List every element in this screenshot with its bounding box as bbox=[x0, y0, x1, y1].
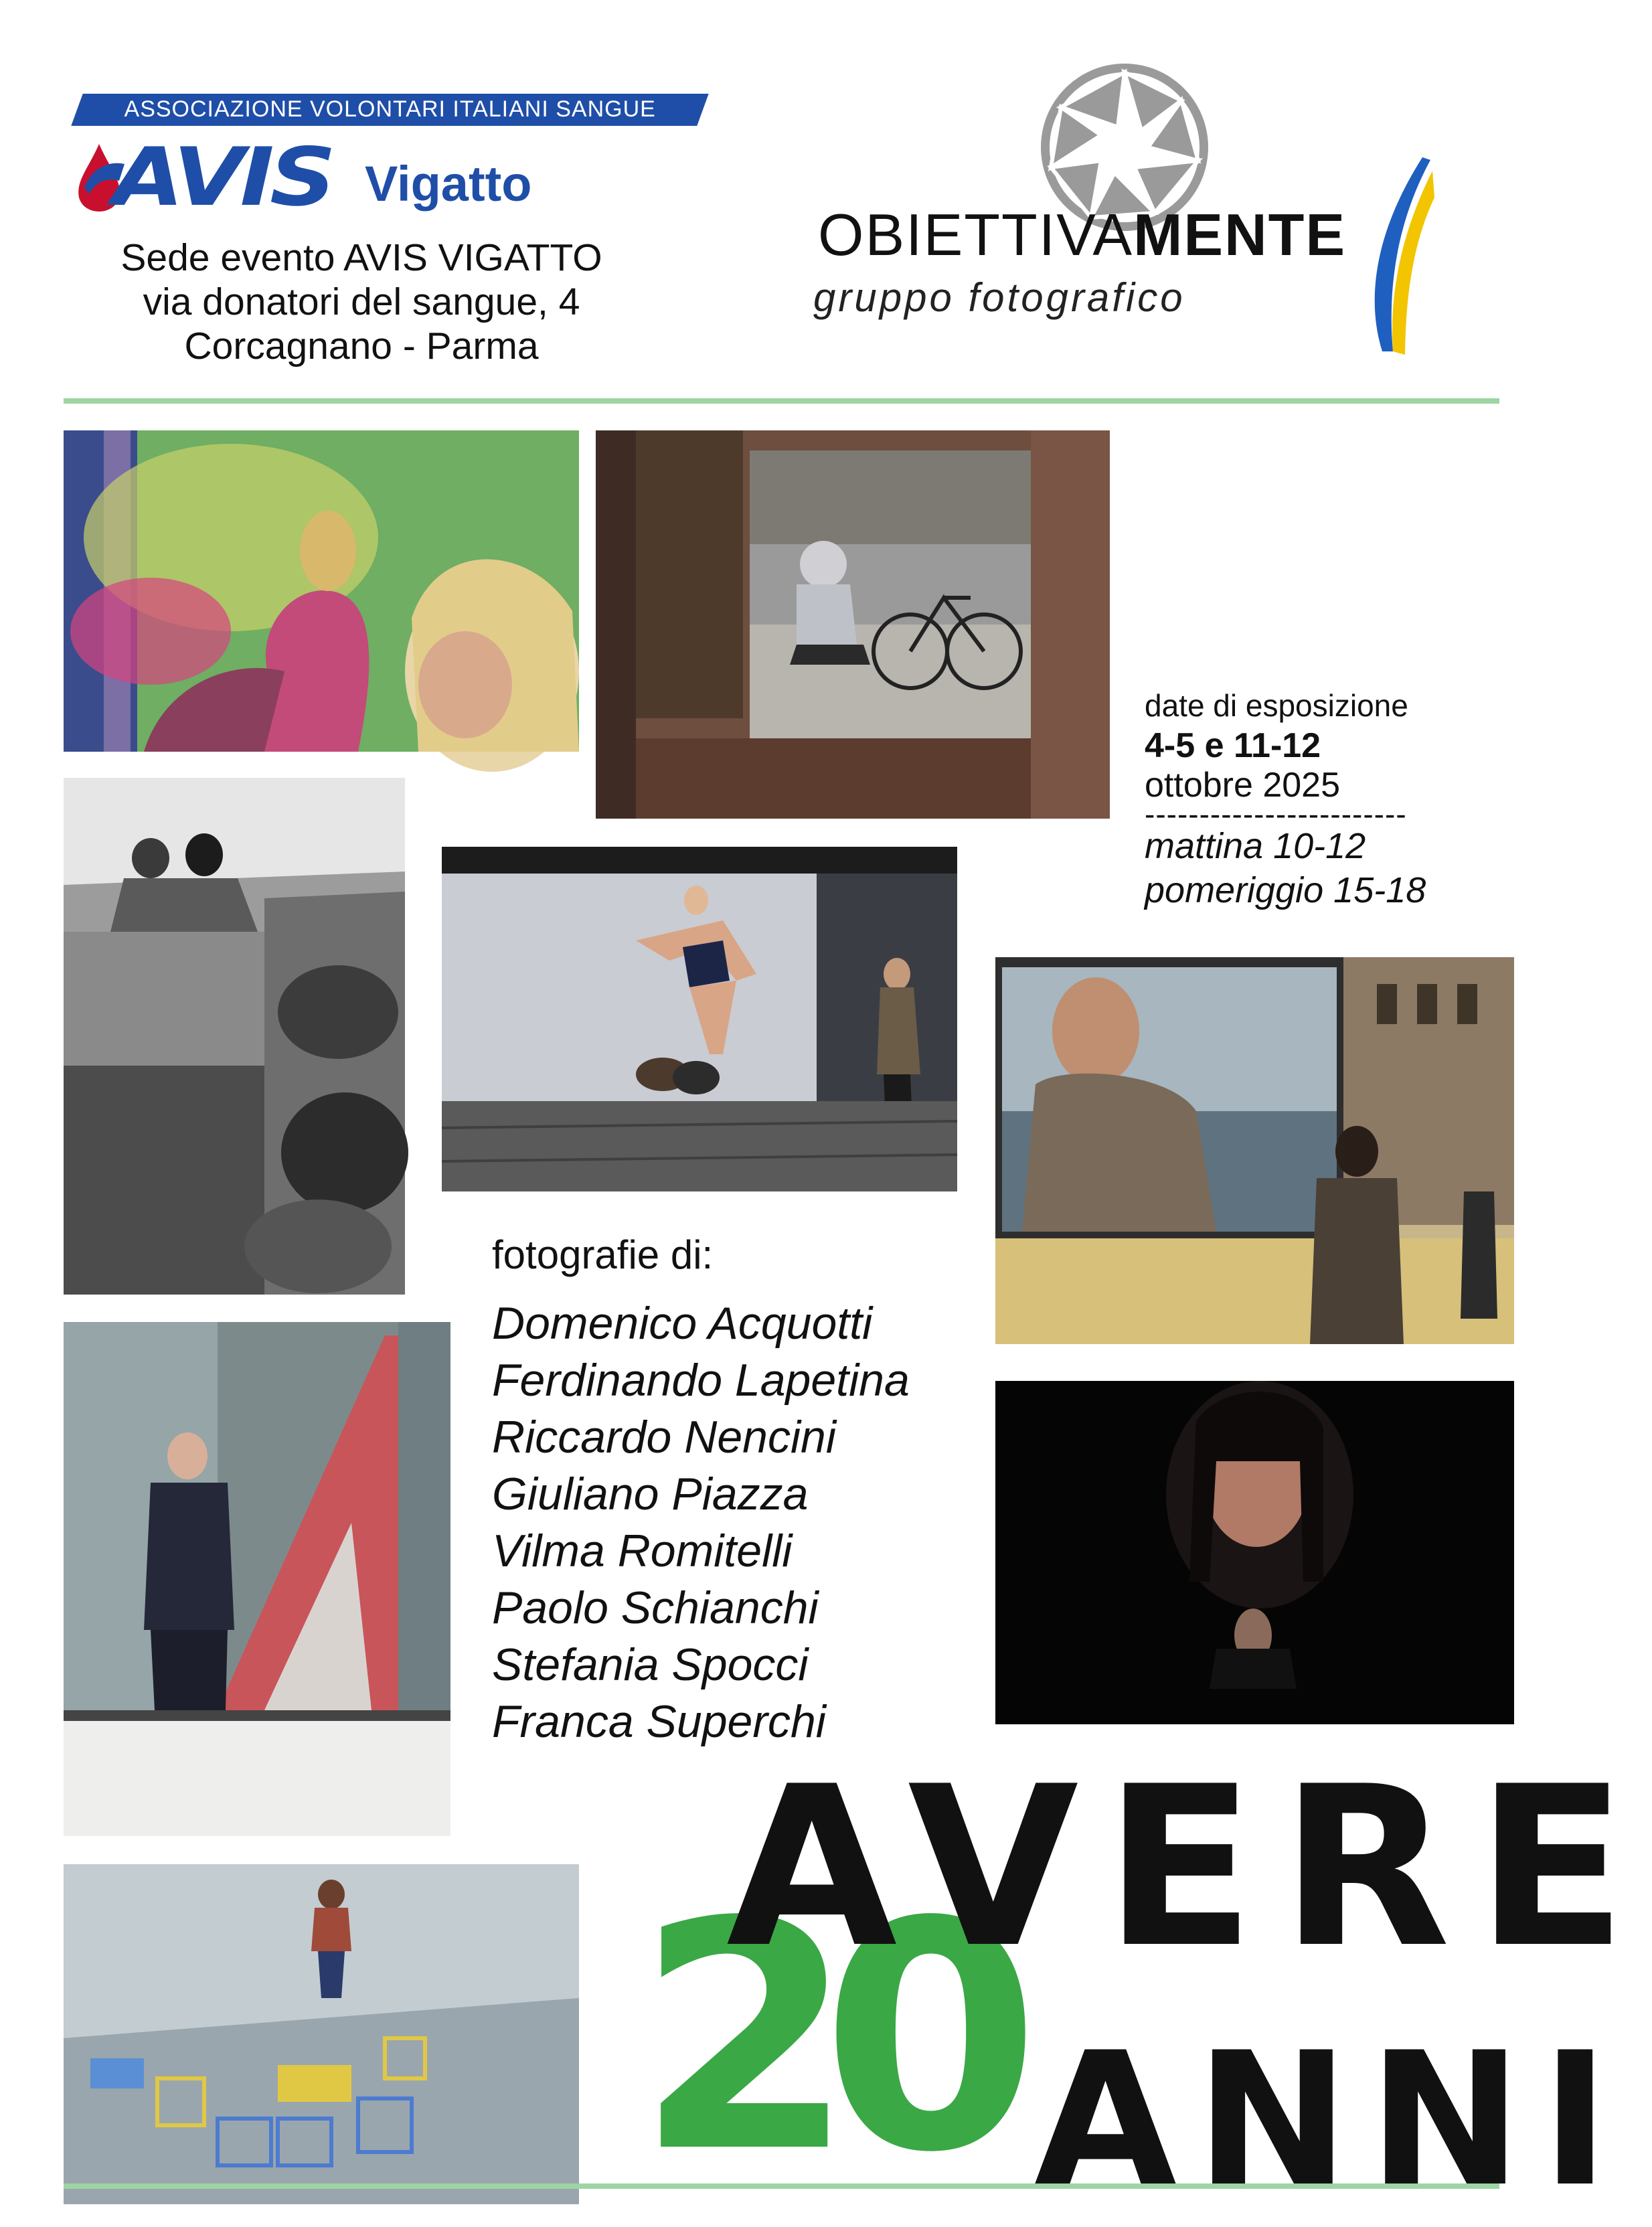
photographer-name: Giuliano Piazza bbox=[492, 1469, 809, 1519]
photo-stadium-billboard bbox=[442, 847, 957, 1191]
photo-dark-portrait bbox=[995, 1381, 1514, 1724]
credits-title: fotografie di: bbox=[492, 1232, 714, 1277]
photographer-name: Riccardo Nencini bbox=[492, 1412, 836, 1463]
headline-word-2: ANNI bbox=[1034, 2013, 1629, 2227]
photographer-name: Franca Superchi bbox=[492, 1696, 826, 1747]
photo-shop-window bbox=[596, 430, 1110, 819]
photo-seaside-rocks bbox=[64, 778, 405, 1295]
headline-number: 20 bbox=[636, 1855, 1007, 2221]
venue-line-2: via donatori del sangue, 4 bbox=[143, 280, 580, 323]
exhibition-month: ottobre 2025 bbox=[1145, 766, 1341, 805]
photographer-name: Stefania Spocci bbox=[492, 1639, 809, 1690]
photographer-name: Paolo Schianchi bbox=[492, 1582, 819, 1633]
photo-chairs-plaza bbox=[64, 1864, 579, 2204]
exhibition-morning: mattina 10-12 bbox=[1145, 826, 1366, 866]
venue-line-1: Sede evento AVIS VIGATTO bbox=[120, 236, 602, 279]
club-name-light: OBIETTIVA bbox=[818, 201, 1134, 268]
exhibition-separator: ------------------------ bbox=[1145, 797, 1407, 831]
photo-billboard-woman bbox=[995, 957, 1514, 1344]
exhibition-label: date di esposizione bbox=[1145, 688, 1408, 723]
club-name-bold: MENTE bbox=[1133, 201, 1347, 268]
photographer-name: Ferdinando Lapetina bbox=[492, 1355, 910, 1406]
photographer-name: Vilma Romitelli bbox=[492, 1525, 793, 1576]
venue-line-3: Corcagnano - Parma bbox=[184, 325, 539, 367]
photo-glass-facade bbox=[64, 1322, 450, 1836]
headline-word-1: AVERE bbox=[726, 1739, 1652, 1996]
ukraine-ribbon-icon bbox=[1349, 151, 1436, 358]
avis-city: Vigatto bbox=[365, 156, 532, 212]
venue-address bbox=[67, 236, 656, 368]
avis-logo-text: AVIS bbox=[112, 131, 332, 224]
exhibition-info bbox=[1145, 686, 1479, 912]
exhibition-dates: 4-5 e 11-12 bbox=[1145, 726, 1321, 765]
avis-banner-text: ASSOCIAZIONE VOLONTARI ITALIANI SANGUE bbox=[124, 96, 656, 122]
exhibition-afternoon: pomeriggio 15-18 bbox=[1145, 870, 1426, 910]
club-name bbox=[818, 201, 1346, 269]
club-subtitle: gruppo fotografico bbox=[813, 275, 1185, 320]
avis-banner bbox=[71, 94, 708, 126]
avis-logo bbox=[72, 131, 332, 224]
top-divider bbox=[64, 398, 1499, 404]
photographer-list bbox=[492, 1295, 910, 1750]
photo-color-powder bbox=[64, 430, 579, 752]
photographer-name: Domenico Acquotti bbox=[492, 1298, 873, 1349]
